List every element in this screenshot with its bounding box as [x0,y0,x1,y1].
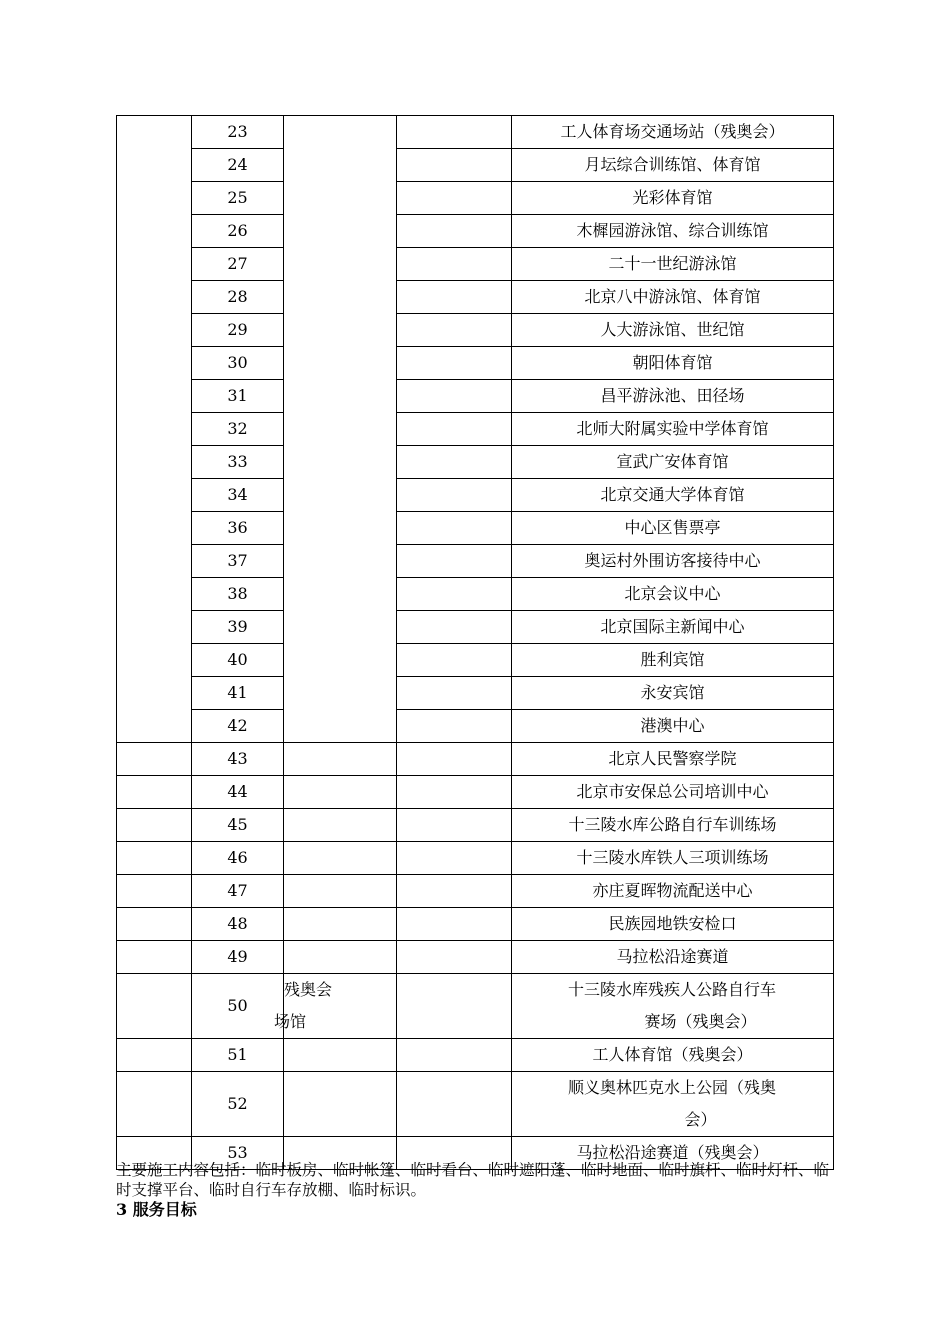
row-number: 50 [192,974,284,1039]
table-cell-empty [117,809,192,842]
table-cell-empty [397,611,512,644]
table-row [117,1039,834,1072]
row-number: 38 [192,578,284,611]
table-cell-empty [397,479,512,512]
venue-name: 北京市安保总公司培训中心 [512,776,834,809]
row-number: 34 [192,479,284,512]
table-cell-empty [117,974,192,1039]
table-cell-empty [284,743,397,776]
table-cell-empty [397,842,512,875]
row-number: 45 [192,809,284,842]
venue-name: 二十一世纪游泳馆 [512,248,834,281]
table-row [117,875,834,908]
table-cell-empty [397,908,512,941]
table-cell-empty [117,1039,192,1072]
row-number: 40 [192,644,284,677]
row-number: 23 [192,116,284,149]
row-number: 43 [192,743,284,776]
table-cell-empty [397,545,512,578]
venue-name: 北京八中游泳馆、体育馆 [512,281,834,314]
row-number: 53 [192,1137,284,1170]
table-cell-empty [397,347,512,380]
row-number: 48 [192,908,284,941]
table-row [117,347,834,380]
table-cell-empty [397,578,512,611]
table-cell-empty [284,1039,397,1072]
venue-name: 永安宾馆 [512,677,834,710]
venue-name: 人大游泳馆、世纪馆 [512,314,834,347]
table-row [117,413,834,446]
table-cell-empty [397,248,512,281]
table-row [117,809,834,842]
table-cell-empty [284,1072,397,1137]
venue-name: 北京会议中心 [512,578,834,611]
venue-name-line: 赛场（残奥会） [644,1012,757,1031]
row-number: 47 [192,875,284,908]
row-number: 51 [192,1039,284,1072]
venue-name: 北京交通大学体育馆 [512,479,834,512]
table-cell-empty [284,842,397,875]
table-row [117,908,834,941]
table-cell-empty [117,941,192,974]
venue-name: 北师大附属实验中学体育馆 [512,413,834,446]
table-row [117,281,834,314]
table-row [117,941,834,974]
row-number: 52 [192,1072,284,1137]
row-number: 49 [192,941,284,974]
venue-name: 工人体育馆（残奥会） [512,1039,834,1072]
table-cell-empty [397,182,512,215]
table-cell-empty [397,941,512,974]
table-row [117,314,834,347]
table-cell-empty [284,809,397,842]
venue-name: 昌平游泳池、田径场 [512,380,834,413]
table-cell-empty [117,908,192,941]
row-number: 27 [192,248,284,281]
table-cell-empty [397,677,512,710]
venue-name [512,974,834,1039]
row-number: 33 [192,446,284,479]
table-row [117,611,834,644]
venue-name: 宣武广安体育馆 [512,446,834,479]
table-cell-empty [284,941,397,974]
category-cell [274,974,397,1039]
row-number: 37 [192,545,284,578]
row-number: 25 [192,182,284,215]
table-cell-empty [284,875,397,908]
table-cell-empty [284,908,397,941]
venue-name: 朝阳体育馆 [512,347,834,380]
venue-name-line: 顺义奥林匹克水上公园（残奥 [568,1078,777,1097]
row-number: 26 [192,215,284,248]
table-cell-empty [284,116,397,743]
table-cell-empty [397,809,512,842]
venue-name: 十三陵水库铁人三项训练场 [512,842,834,875]
venue-name: 木樨园游泳馆、综合训练馆 [512,215,834,248]
table-cell-empty [397,644,512,677]
table-row [117,644,834,677]
category-label: 残奥会 [284,980,333,999]
table-row [117,116,834,149]
table-row [117,512,834,545]
row-number: 31 [192,380,284,413]
table-cell-empty [397,215,512,248]
row-number: 36 [192,512,284,545]
row-number: 39 [192,611,284,644]
row-number: 42 [192,710,284,743]
row-number: 24 [192,149,284,182]
table-cell-empty [397,776,512,809]
table-cell-empty [397,875,512,908]
table-row [117,776,834,809]
construction-note: 主要施工内容包括：临时板房、临时帐篷、临时看台、临时遮阳蓬、临时地面、临时旗杆、临时灯杆、临时支撑平台、临时自行车存放棚、临时标识。 [116,1161,830,1199]
table-row [117,710,834,743]
venue-table [116,115,834,1170]
row-number: 30 [192,347,284,380]
table-cell-empty [397,1039,512,1072]
row-number: 28 [192,281,284,314]
table-cell-empty [117,875,192,908]
table-row [117,578,834,611]
table-cell-empty [117,776,192,809]
table-cell-empty [397,974,512,1039]
table-cell-empty [397,281,512,314]
table-row [117,677,834,710]
row-number: 29 [192,314,284,347]
table-cell-empty [397,314,512,347]
table-cell-empty [117,842,192,875]
venue-name: 奥运村外围访客接待中心 [512,545,834,578]
table-row [117,446,834,479]
venue-name: 中心区售票亭 [512,512,834,545]
table-cell-empty [397,149,512,182]
table-cell-empty [397,380,512,413]
table-row [117,215,834,248]
table-cell-empty [117,116,192,743]
venue-name: 港澳中心 [512,710,834,743]
venue-name: 亦庄夏晖物流配送中心 [512,875,834,908]
table-cell-empty [284,776,397,809]
table-cell-empty [397,413,512,446]
venue-name: 胜利宾馆 [512,644,834,677]
table-cell-empty [397,446,512,479]
venue-name: 工人体育场交通场站（残奥会） [512,116,834,149]
row-number: 41 [192,677,284,710]
table-row [117,149,834,182]
venue-name: 光彩体育馆 [512,182,834,215]
table-cell-empty [397,512,512,545]
venue-name: 马拉松沿途赛道 [512,941,834,974]
table-row [117,479,834,512]
venue-name [512,1072,834,1137]
table-cell-empty [397,116,512,149]
row-number: 46 [192,842,284,875]
venue-name: 月坛综合训练馆、体育馆 [512,149,834,182]
venue-name: 民族园地铁安检口 [512,908,834,941]
venue-name: 马拉松沿途赛道（残奥会） [512,1137,834,1170]
table-row [117,974,834,1039]
venue-name: 北京国际主新闻中心 [512,611,834,644]
table-row [117,1072,834,1137]
row-number: 44 [192,776,284,809]
table-cell-empty [397,710,512,743]
table-row [117,182,834,215]
section-heading: 3 服务目标 [116,1200,197,1219]
category-label: 场馆 [274,1012,307,1031]
table-row [117,380,834,413]
table-row [117,248,834,281]
table-cell-empty [117,743,192,776]
table-cell-empty [397,1072,512,1137]
venue-name-line: 十三陵水库残疾人公路自行车 [568,980,777,999]
venue-name: 北京人民警察学院 [512,743,834,776]
table-cell-empty [397,743,512,776]
table-cell-empty [117,1072,192,1137]
venue-name-line: 会） [684,1110,717,1129]
table-row [117,743,834,776]
table-row [117,545,834,578]
row-number: 32 [192,413,284,446]
venue-name: 十三陵水库公路自行车训练场 [512,809,834,842]
table-row [117,842,834,875]
